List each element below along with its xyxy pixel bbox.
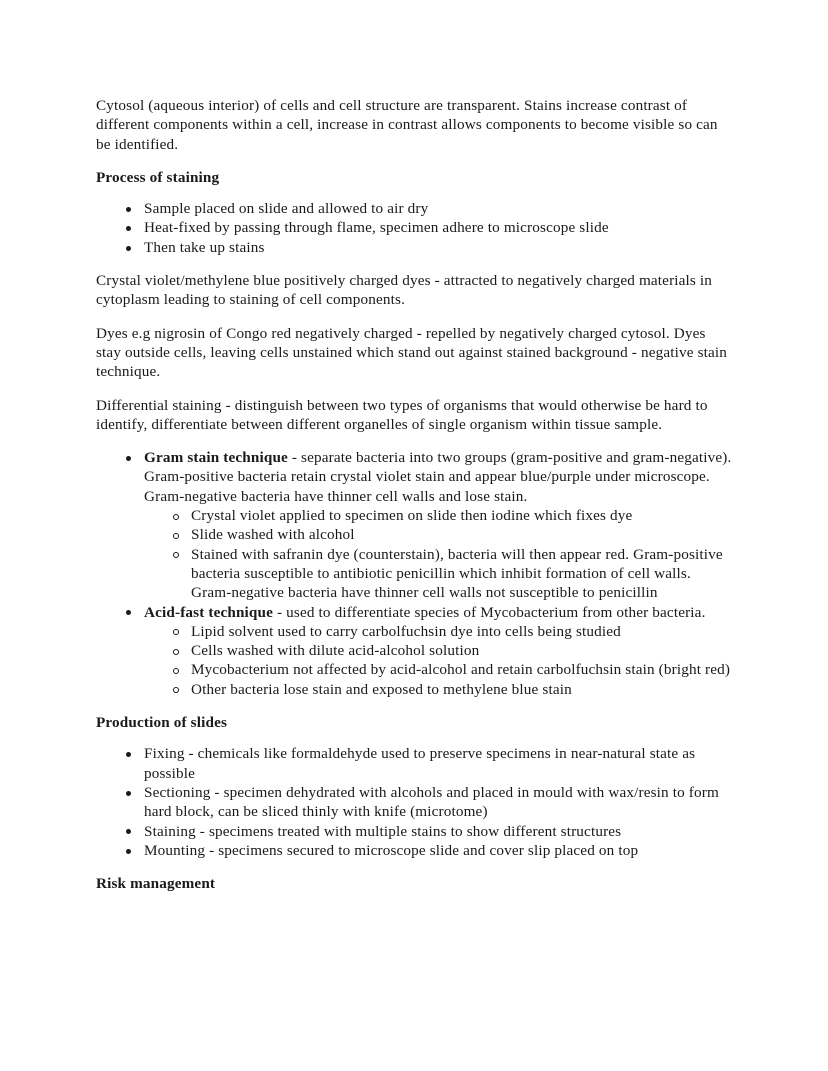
bullet-disc-icon [126, 791, 131, 796]
bullet-disc-icon [126, 207, 131, 212]
bullet-disc-icon [126, 226, 131, 231]
bullet-circle-icon [173, 552, 179, 558]
heading-process-of-staining: Process of staining [96, 168, 220, 186]
heading-production-of-slides: Production of slides [96, 714, 228, 732]
bullet-disc-icon [126, 610, 131, 615]
sublist-acid-fast-steps [144, 622, 732, 699]
bullet-disc-icon [126, 752, 131, 757]
bullet-disc-icon [126, 829, 131, 834]
bullet-circle-icon [173, 629, 179, 635]
list-item-lead: Acid-fast technique [144, 603, 274, 621]
list-item [144, 199, 732, 218]
list-item-label: - used to differentiate species of Mycobacterium from other bacteria. [273, 603, 706, 621]
list-item-label: Sample placed on slide and allowed to air dry [144, 200, 429, 218]
list-process-of-staining [96, 199, 732, 257]
sublist-item-label: Crystal violet applied to specimen on slide then iodine which fixes dye [191, 507, 633, 525]
list-item [144, 744, 732, 783]
sublist-gram-stain-steps [144, 506, 732, 602]
list-item [144, 238, 732, 257]
bullet-circle-icon [173, 687, 179, 693]
sublist-item [191, 660, 732, 679]
list-item-label: Mounting - specimens secured to microscope slide and cover slip placed on top [144, 841, 639, 859]
paragraph-differential-staining: Differential staining - distinguish between two types of organisms that would otherwise be hard to identify, differentiate between different organelles of single organism within tissue sample. [96, 396, 708, 433]
list-item-label: Heat-fixed by passing through flame, specimen adhere to microscope slide [144, 219, 609, 237]
sublist-item-label: Other bacteria lose stain and exposed to methylene blue stain [191, 680, 572, 698]
list-production-of-slides [96, 744, 732, 860]
list-item [144, 841, 732, 860]
bullet-disc-icon [126, 246, 131, 251]
sublist-item-label: Cells washed with dilute acid-alcohol solution [191, 642, 480, 660]
sublist-item [191, 680, 732, 699]
heading-risk-management: Risk management [96, 875, 216, 893]
sublist-item [191, 545, 732, 603]
sublist-item-label: Lipid solvent used to carry carbolfuchsin dye into cells being studied [191, 622, 621, 640]
list-item-lead: Gram stain technique [144, 449, 288, 467]
sublist-item-label: Stained with safranin dye (counterstain), bacteria will then appear red. Gram-positive bacteria susceptible to antibiotic penicillin which inhibit formation of cell walls. Gram-negative bacteria have thinner cell walls not susceptible to penicillin [191, 545, 723, 602]
document-body [96, 96, 732, 905]
list-item-label: Staining - specimens treated with multiple stains to show different structures [144, 822, 622, 840]
list-item [144, 822, 732, 841]
list-item [144, 218, 732, 237]
bullet-circle-icon [173, 649, 179, 655]
bullet-circle-icon [173, 668, 179, 674]
paragraph-cytosol: Cytosol (aqueous interior) of cells and cell structure are transparent. Stains increase contrast of different components within a cell, increase in contrast allows components to become visible so can be identified. [96, 97, 718, 153]
list-item-label: Sectioning - specimen dehydrated with alcohols and placed in mould with wax/resin to form hard block, can be sliced thinly with knife (microtome) [144, 783, 719, 821]
bullet-disc-icon [126, 456, 131, 461]
sublist-item [191, 506, 732, 525]
bullet-disc-icon [126, 849, 131, 854]
sublist-item [191, 622, 732, 641]
list-item-label: Fixing - chemicals like formaldehyde used to preserve specimens in near-natural state as possible [144, 745, 696, 782]
list-differential-techniques [96, 448, 732, 699]
sublist-item-label: Mycobacterium not affected by acid-alcohol and retain carbolfuchsin stain (bright red) [191, 661, 731, 679]
list-item [144, 783, 732, 822]
sublist-item-label: Slide washed with alcohol [191, 526, 355, 544]
paragraph-crystal-violet: Crystal violet/methylene blue positively charged dyes - attracted to negatively charged materials in cytoplasm leading to staining of cell components. [96, 272, 713, 309]
bullet-circle-icon [173, 533, 179, 539]
bullet-circle-icon [173, 514, 179, 520]
sublist-item [191, 641, 732, 660]
list-item-label: - separate bacteria into two groups (gram-positive and gram-negative). Gram-positive bacteria retain crystal violet stain and appear blue/purple under microscope. Gram-negative bacteria have thinner cell walls and lose stain. [144, 449, 732, 505]
list-item-acid-fast [144, 603, 732, 699]
list-item-label: Then take up stains [144, 238, 265, 256]
sublist-item [191, 525, 732, 544]
paragraph-negative-stain: Dyes e.g nigrosin of Congo red negatively charged - repelled by negatively charged cytosol. Dyes stay outside cells, leaving cells unstained which stand out against stained background - negative stain technique. [96, 324, 728, 381]
list-item-gram-stain [144, 448, 732, 602]
